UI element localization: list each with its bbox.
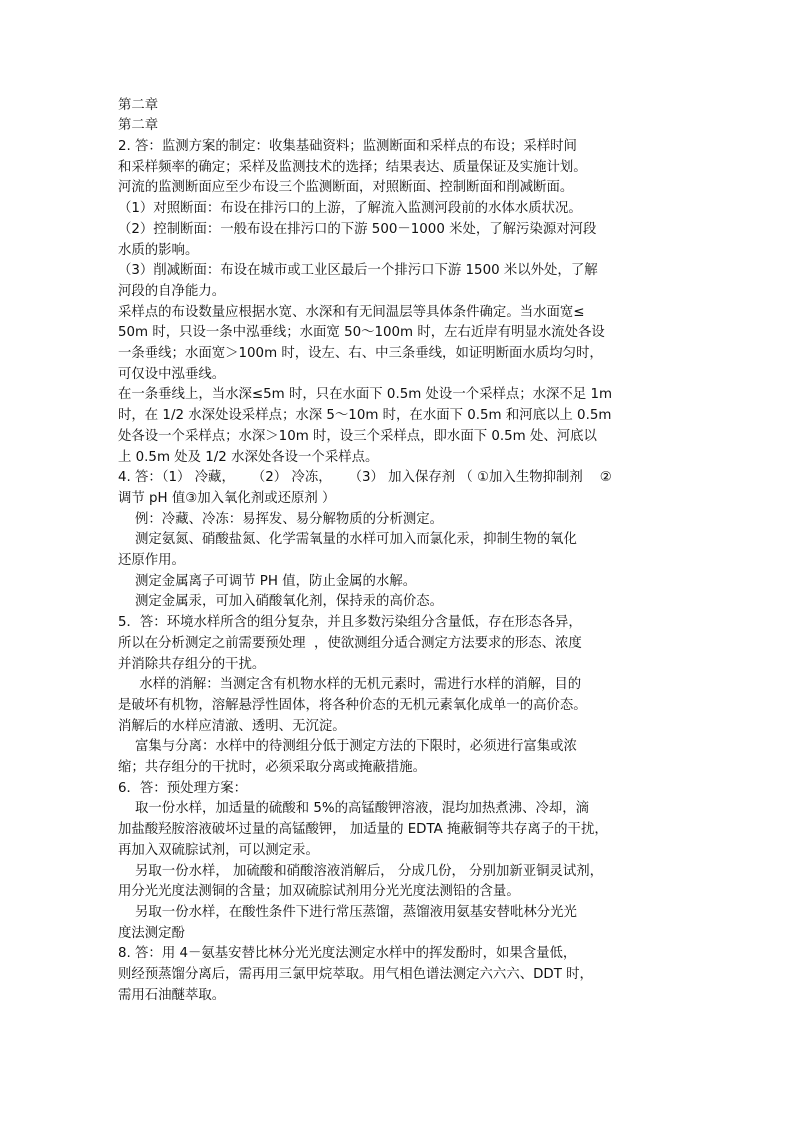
text-line: 和采样频率的确定；采样及监测技术的选择；结果表达、质量保证及实施计划。 [118, 159, 587, 175]
text-line: 消解后的水样应清澈、透明、无沉淀。 [118, 718, 346, 734]
text-line: 另取一份水样， 加硫酸和硝酸溶液消解后， 分成几份， 分别加新亚铜灵试剂， [118, 863, 604, 879]
text-line: 时，在 1/2 水深处设采样点；水深 5～10m 时，在水面下 0.5m 和河底以上 0.5m [118, 408, 612, 424]
text-line: 加盐酸羟胺溶液破坏过量的高锰酸钾， 加适量的 EDTA 掩蔽铜等共存离子的干扰， [118, 822, 608, 838]
text-line: 所以在分析测定之前需要预处理 ，使欲测组分适合测定方法要求的形态、浓度 [118, 635, 582, 651]
text-line: 可仅设中泓垂线。 [118, 366, 226, 382]
text-line: 上 0.5m 处及 1/2 水深处各设一个采样点。 [118, 449, 379, 465]
chapter-heading: 第二章 [118, 118, 159, 134]
text-line: 并消除共存组分的干扰。 [118, 656, 266, 672]
text-line: 一条垂线；水面宽＞100m 时，设左、右、中三条垂线，如证明断面水质均匀时， [118, 346, 603, 361]
text-line: 6．答：预处理方案： [118, 780, 248, 796]
text-line: 水质的影响。 [118, 242, 199, 258]
text-line: 用分光光度法测铜的含量；加双硫腙试剂用分光光度法测铅的含量。 [118, 884, 520, 900]
text-line: 取一份水样，加适量的硫酸和 5%的高锰酸钾溶液，混均加热煮沸、冷却，滴 [118, 801, 590, 817]
text-line: 还原作用。 [118, 553, 185, 568]
text-line: 河段的自净能力。 [118, 283, 226, 299]
text-line: （1）对照断面：布设在排污口的上游，了解流入监测河段前的水体水质状况。 [118, 201, 582, 217]
text-line: 调节 pH 值③加入氧化剂或还原剂 ） [118, 490, 336, 506]
text-line: 需用石油醚萃取。 [118, 987, 226, 1003]
text-line: 是破坏有机物，溶解悬浮性固体，将各种价态的无机元素氧化成单一的高价态。 [118, 697, 587, 713]
text-line: 缩；共存组分的干扰时，必须采取分离或掩蔽措施。 [118, 760, 426, 775]
text-line: 测定金属离子可调节 PH 值，防止金属的水解。 [118, 573, 417, 589]
text-line: （2）控制断面：一般布设在排污口的下游 500－1000 米处，了解污染源对河段 [118, 221, 597, 237]
text-line: 5．答：环境水样所含的组分复杂，并且多数污染组分含量低，存在形态各异， [118, 615, 582, 631]
text-line: 4. 答：（1） 冷藏， （2） 冷冻， （3） 加入保存剂 （ ①加入生物抑制剂 ② [118, 470, 612, 486]
text-line: 水样的消解：当测定含有机物水样的无机元素时，需进行水样的消解，目的 [118, 677, 582, 693]
text-line: 8. 答：用 4－氨基安替比林分光光度法测定水样中的挥发酚时，如果含量低， [118, 946, 577, 962]
text-line: （3）削减断面：布设在城市或工业区最后一个排污口下游 1500 米以外处，了解 [118, 263, 598, 279]
text-line: 在一条垂线上，当水深≤5m 时，只在水面下 0.5m 处设一个采样点；水深不足 1m [118, 387, 613, 403]
text-line: 2. 答：监测方案的制定：收集基础资料；监测断面和采样点的布设；采样时间 [118, 139, 577, 154]
text-line: 河流的监测断面应至少布设三个监测断面，对照断面、控制断面和削减断面。 [118, 180, 574, 196]
text-line: 度法测定酚 [118, 925, 185, 941]
chapter-heading: 第二章 [118, 97, 159, 113]
text-line: 另取一份水样，在酸性条件下进行常压蒸馏，蒸馏液用氨基安替吡林分光光 [118, 904, 577, 920]
text-line: 再加入双硫腙试剂，可以测定汞。 [118, 842, 319, 858]
text-line: 50m 时，只设一条中泓垂线；水面宽 50～100m 时，左右近岸有明显水流处各设 [118, 325, 605, 341]
text-line: 测定氨氮、硝酸盐氮、化学需氧量的水样可加入而氯化汞，抑制生物的氧化 [118, 532, 577, 548]
text-line: 处各设一个采样点；水深＞10m 时，设三个采样点，即水面下 0.5m 处、河底以 [118, 428, 597, 444]
text-line: 富集与分离：水样中的待测组分低于测定方法的下限时，必须进行富集或浓 [118, 739, 577, 755]
text-line: 则经预蒸馏分离后，需再用三氯甲烷萃取。用气相色谱法测定六六六、DDT 时， [118, 967, 593, 982]
text-line: 例：冷藏、冷冻：易挥发、易分解物质的分析测定。 [118, 511, 444, 527]
text-line: 测定金属汞，可加入硝酸氧化剂，保持汞的高价态。 [118, 594, 444, 610]
text-line: 采样点的布设数量应根据水宽、水深和有无间温层等具体条件确定。当水面宽≤ [118, 304, 585, 320]
